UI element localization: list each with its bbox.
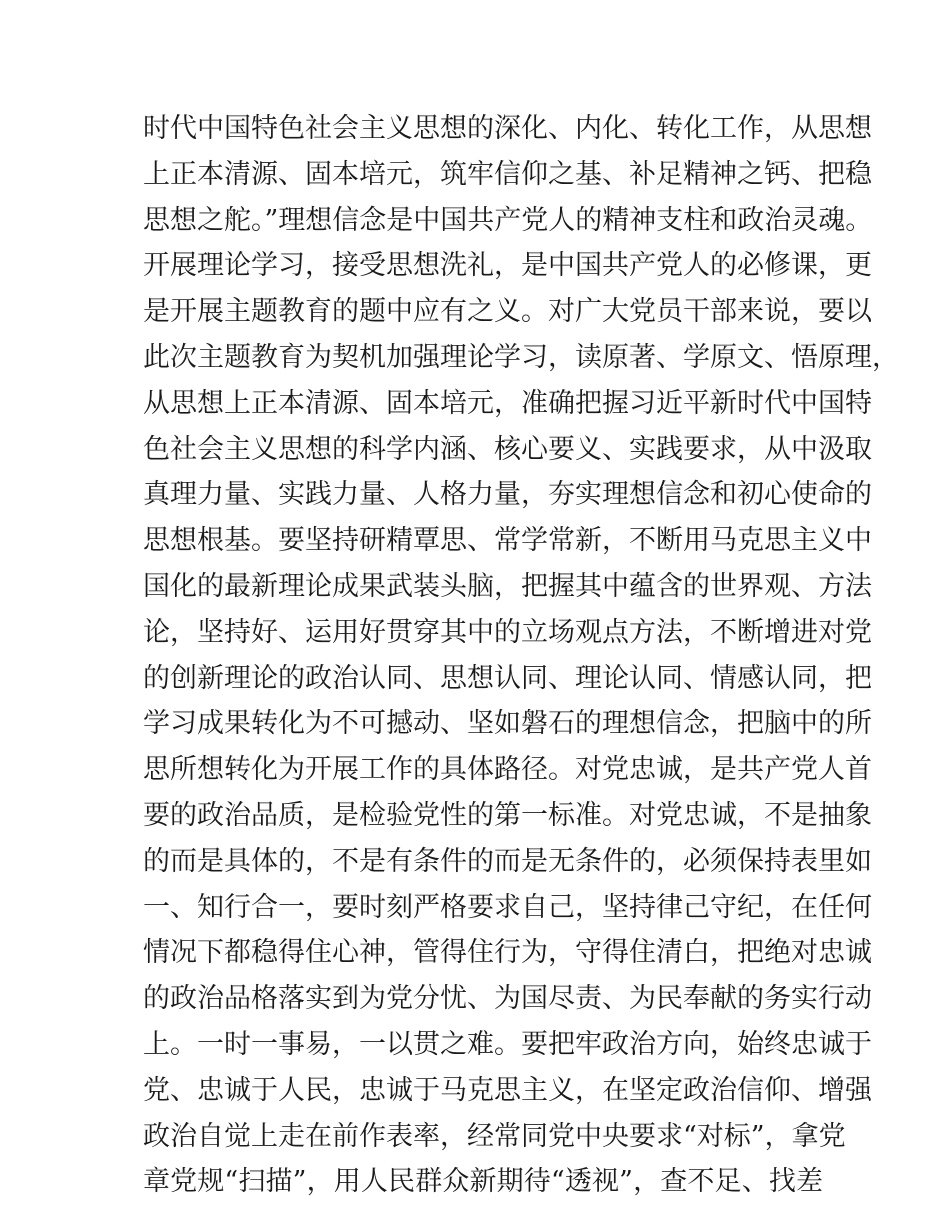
text-line: 思想之舵。”理想信念是中国共产党人的精神支柱和政治灵魂。 xyxy=(143,204,873,236)
text-line: 要的政治品质，是检验党性的第一标准。对党忠诚，不是抽象 xyxy=(143,799,872,831)
text-line: 上。一时一事易，一以贯之难。要把牢政治方向，始终忠诚于 xyxy=(143,1028,872,1060)
text-line: 的政治品格落实到为党分忧、为国尽责、为民奉献的务实行动 xyxy=(143,983,872,1015)
text-line: 思所想转化为开展工作的具体路径。对党忠诚，是共产党人首 xyxy=(143,754,872,786)
text-line: 党、忠诚于人民，忠诚于马克思主义，在坚定政治信仰、增强 xyxy=(143,1074,872,1106)
text-line: 开展理论学习，接受思想洗礼，是中国共产党人的必修课，更 xyxy=(143,250,872,282)
text-line: 从思想上正本清源、固本培元，准确把握习近平新时代中国特 xyxy=(143,387,872,419)
text-line: 此次主题教育为契机加强理论学习，读原著、学原文、悟原理， xyxy=(143,341,899,373)
text-line: 论，坚持好、运用好贯穿其中的立场观点方法，不断增进对党 xyxy=(143,616,872,648)
text-line: 是开展主题教育的题中应有之义。对广大党员干部来说，要以 xyxy=(143,296,872,328)
text-line: 章党规“扫描”，用人民群众新期待“透视”，查不足、找差 xyxy=(143,1166,823,1198)
text-line: 思想根基。要坚持研精覃思、常学常新，不断用马克思主义中 xyxy=(143,525,872,557)
body-paragraph xyxy=(143,106,899,1205)
text-line: 的而是具体的，不是有条件的而是无条件的，必须保持表里如 xyxy=(143,845,872,877)
text-line: 真理力量、实践力量、人格力量，夯实理想信念和初心使命的 xyxy=(143,479,872,511)
text-line: 的创新理论的政治认同、思想认同、理论认同、情感认同，把 xyxy=(143,662,872,694)
text-line: 时代中国特色社会主义思想的深化、内化、转化工作，从思想 xyxy=(143,113,872,144)
text-line: 情况下都稳得住心神，管得住行为，守得住清白，把绝对忠诚 xyxy=(143,937,872,969)
text-line: 一、知行合一，要时刻严格要求自己，坚持律己守纪，在任何 xyxy=(143,891,872,923)
text-line: 上正本清源、固本培元，筑牢信仰之基、补足精神之钙、把稳 xyxy=(143,158,872,190)
text-line: 政治自觉上走在前作表率，经常同党中央要求“对标”，拿党 xyxy=(143,1120,846,1152)
text-line: 学习成果转化为不可撼动、坚如磐石的理想信念，把脑中的所 xyxy=(143,708,872,740)
text-line: 色社会主义思想的科学内涵、核心要义、实践要求，从中汲取 xyxy=(143,433,872,465)
text-line: 国化的最新理论成果武装头脑，把握其中蕴含的世界观、方法 xyxy=(143,570,872,602)
